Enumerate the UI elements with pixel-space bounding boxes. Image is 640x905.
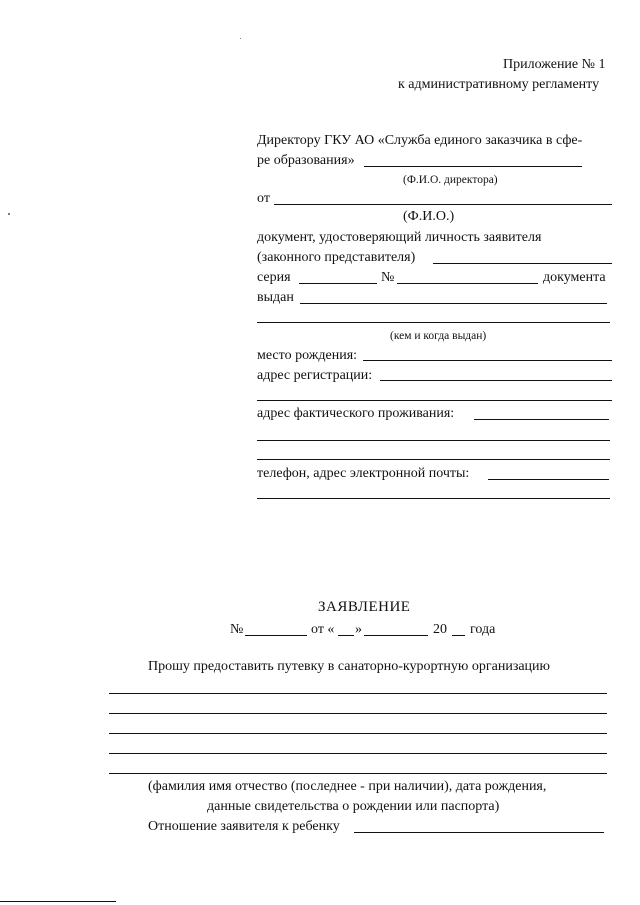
- registration-field[interactable]: [380, 380, 612, 381]
- scan-speck: [240, 38, 241, 39]
- fio-hint: (Ф.И.О.): [403, 209, 455, 224]
- issued-by-field[interactable]: [300, 303, 607, 304]
- child-info-line-5[interactable]: [109, 773, 607, 774]
- identity-document-line-2: (законного представителя): [257, 250, 416, 265]
- director-hint: (Ф.И.О. директора): [403, 174, 498, 186]
- director-line-2: ре образования»: [257, 153, 355, 168]
- issued-label: выдан: [257, 290, 294, 305]
- birthplace-label: место рождения:: [257, 348, 358, 363]
- child-info-hint-1: (фамилия имя отчество (последнее - при наличии), дата рождения,: [148, 779, 547, 794]
- series-label: серия: [257, 270, 291, 285]
- child-info-hint-2: данные свидетельства о рождении или паспорта): [207, 799, 500, 814]
- number-label: №: [381, 270, 395, 285]
- identity-document-line-1: документ, удостоверяющий личность заявителя: [257, 230, 542, 245]
- residence-field-3[interactable]: [257, 459, 610, 460]
- residence-label: адрес фактического проживания:: [257, 406, 455, 421]
- statement-number-field[interactable]: [245, 635, 307, 636]
- document-number-field[interactable]: [397, 283, 538, 284]
- statement-year-suffix: года: [470, 622, 496, 637]
- appendix-number: Приложение № 1: [503, 57, 606, 72]
- statement-day-field[interactable]: [338, 635, 354, 636]
- contact-field-2[interactable]: [257, 498, 610, 499]
- residence-field-2[interactable]: [257, 440, 610, 441]
- regulation-reference: к административному регламенту: [398, 77, 600, 92]
- statement-number-sign: №: [230, 622, 244, 637]
- director-name-field[interactable]: [364, 166, 582, 167]
- scan-speck: [8, 213, 10, 215]
- statement-month-field[interactable]: [364, 635, 428, 636]
- request-text: Прошу предоставить путевку в санаторно-курортную организацию: [148, 659, 551, 674]
- applicant-name-field[interactable]: [274, 204, 612, 205]
- document-label: документа: [543, 270, 606, 285]
- statement-title: ЗАЯВЛЕНИЕ: [318, 599, 411, 615]
- director-line-1: Директору ГКУ АО «Служба единого заказчика в сфе-: [257, 133, 583, 148]
- child-info-line-1[interactable]: [109, 693, 607, 694]
- relation-label: Отношение заявителя к ребенку: [148, 819, 340, 834]
- issued-hint: (кем и когда выдан): [390, 330, 487, 342]
- contact-field[interactable]: [488, 479, 609, 480]
- child-info-line-2[interactable]: [109, 713, 607, 714]
- series-field[interactable]: [299, 283, 377, 284]
- footnote-separator: [0, 901, 116, 902]
- from-label: от: [257, 191, 270, 206]
- child-info-line-4[interactable]: [109, 753, 607, 754]
- registration-label: адрес регистрации:: [257, 368, 373, 383]
- statement-date-close: »: [355, 622, 362, 637]
- statement-year-prefix: 20: [433, 622, 447, 637]
- relation-field[interactable]: [354, 832, 604, 833]
- birthplace-field[interactable]: [363, 360, 612, 361]
- issued-by-field-2[interactable]: [257, 322, 610, 323]
- representative-field[interactable]: [433, 263, 612, 264]
- contact-label: телефон, адрес электронной почты:: [257, 466, 470, 481]
- statement-year-field[interactable]: [452, 635, 465, 636]
- child-info-line-3[interactable]: [109, 733, 607, 734]
- residence-field[interactable]: [474, 419, 609, 420]
- registration-field-2[interactable]: [257, 400, 612, 401]
- statement-date-open: от «: [311, 622, 335, 637]
